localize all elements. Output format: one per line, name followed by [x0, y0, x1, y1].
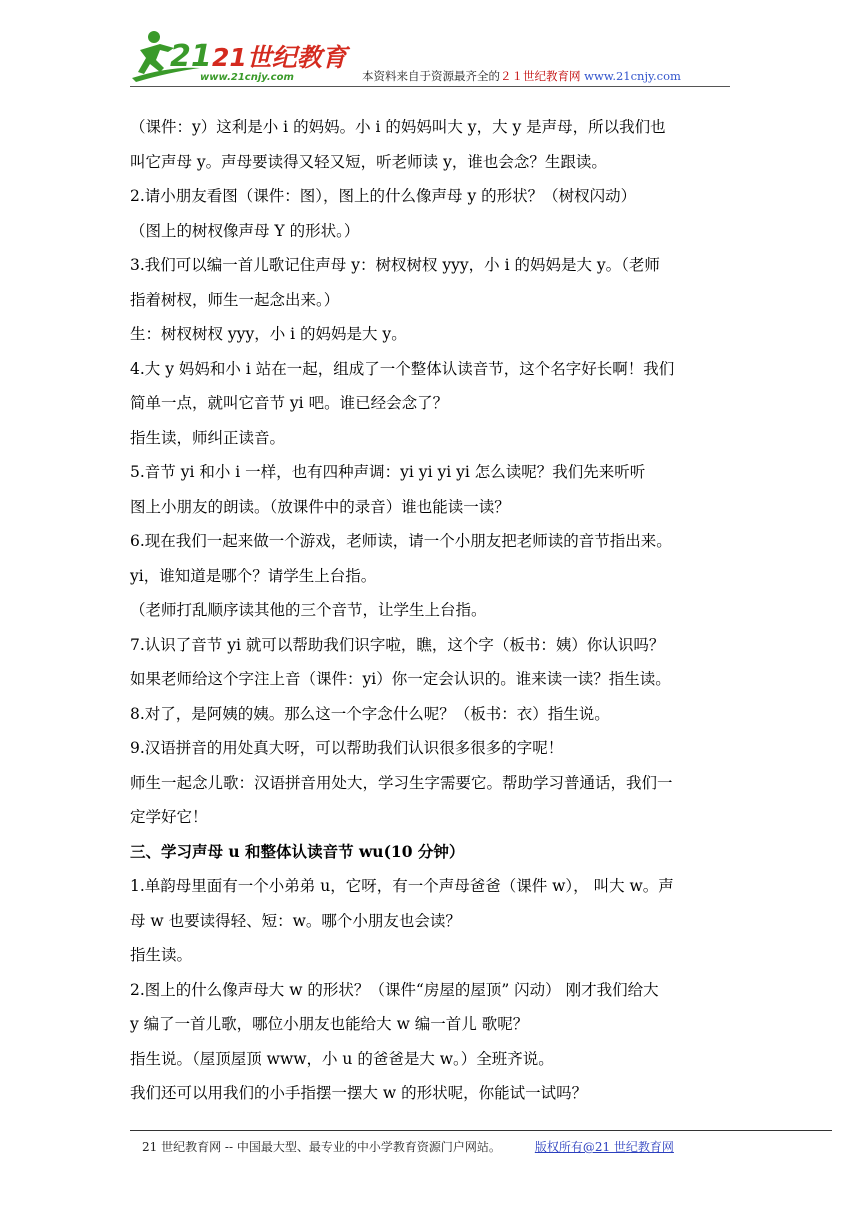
text-line: 1.单韵母里面有一个小弟弟 u，它呀，有一个声母爸爸（课件 w）， 叫大 w。声: [130, 877, 674, 895]
text-line: 图上小朋友的朗读。（放课件中的录音）谁也能读一读？: [130, 497, 510, 516]
text-line: 指生说。（屋顶屋顶 www，小 u 的爸爸是大 w。）全班齐说。: [130, 1049, 554, 1068]
text-line: （老师打乱顺序读其他的三个音节，让学生上台指。: [130, 601, 487, 619]
text-line: 生：树杈树杈 yyy，小 i 的妈妈是大 y。: [130, 325, 407, 343]
text-line: 9.汉语拼音的用处真大呀，可以帮助我们认识很多很多的字呢！: [130, 739, 564, 757]
text-line: 我们还可以用我们的小手指摆一摆大 w 的形状呢，你能试一试吗？: [130, 1084, 588, 1102]
header-site-name-link[interactable]: ２１世纪教育网: [500, 69, 581, 83]
text-line: 师生一起念儿歌：汉语拼音用处大，学习生字需要它。帮助学习普通话，我们一: [130, 773, 673, 792]
text-line: 2.请小朋友看图（课件：图），图上的什么像声母 y 的形状？（树杈闪动）: [130, 187, 637, 205]
text-line: 指着树杈，师生一起念出来。）: [130, 290, 340, 309]
header-note-prefix: 本资料来自于资源最齐全的: [362, 69, 500, 83]
document-body: [130, 110, 734, 1111]
text-line: 6.现在我们一起来做一个游戏，老师读，请一个小朋友把老师读的音节指出来。: [130, 532, 672, 550]
text-line: 简单一点，就叫它音节 yi 吧。谁已经会念了？: [130, 394, 449, 412]
text-line: （课件：y）这利是小 i 的妈妈。小 i 的妈妈叫大 y，大 y 是声母，所以我们也: [130, 118, 666, 136]
page-footer: [142, 1138, 674, 1155]
logo-url: www.21cnjy.com: [200, 72, 294, 83]
copyright-link[interactable]: 版权所有@21 世纪教育网: [534, 1140, 674, 1154]
section-heading: 三、学习声母 u 和整体认读音节 wu(10 分钟）: [130, 841, 465, 861]
text-line: 3.我们可以编一首儿歌记住声母 y：树杈树杈 yyy，小 i 的妈妈是大 y。（老师: [130, 256, 660, 274]
text-line: （图上的树杈像声母 Y 的形状。）: [130, 221, 360, 240]
footer-text: 21 世纪教育网 -- 中国最大型、最专业的中小学教育资源门户网站。: [142, 1140, 501, 1154]
header-site-url-link[interactable]: www.21cnjy.com: [584, 69, 681, 83]
text-line: 指生读，师纠正读音。: [130, 428, 286, 447]
header-divider: [130, 86, 730, 87]
text-line: y 编了一首儿歌，哪位小朋友也能给大 w 编一首儿 歌呢？: [130, 1015, 529, 1033]
text-line: 4.大 y 妈妈和小 i 站在一起，组成了一个整体认读音节，这个名字好长啊！我们: [130, 359, 675, 378]
text-line: 如果老师给这个字注上音（课件：yi）你一定会认识的。谁来读一读？指生读。: [130, 670, 671, 688]
text-line: 定学好它！: [130, 808, 208, 826]
header-note: [362, 68, 681, 84]
text-line: 8.对了，是阿姨的姨。那么这一个字念什么呢？（板书：衣）指生说。: [130, 704, 610, 723]
text-line: 2.图上的什么像声母大 w 的形状？（课件“房屋的屋顶” 闪动） 刚才我们给大: [130, 980, 659, 999]
page-header: [130, 14, 730, 88]
text-line: 指生读。: [130, 946, 193, 964]
text-line: 母 w 也要读得轻、短：w。哪个小朋友也会读？: [130, 911, 461, 930]
text-line: yi，谁知道是哪个？请学生上台指。: [130, 566, 377, 585]
logo-text: 21世纪教育: [212, 43, 347, 72]
footer-divider: [130, 1130, 832, 1131]
text-line: 7.认识了音节 yi 就可以帮助我们识字啦，瞧，这个字（板书：姨）你认识吗？: [130, 635, 665, 654]
text-line: 叫它声母 y。声母要读得又轻又短，听老师读 y，谁也会念？生跟读。: [130, 152, 607, 171]
site-logo[interactable]: [130, 28, 347, 84]
svg-text:21: 21: [170, 39, 212, 74]
text-line: 5.音节 yi 和小 i 一样，也有四种声调：yi yi yi yi 怎么读呢？我们先来听听: [130, 463, 646, 481]
